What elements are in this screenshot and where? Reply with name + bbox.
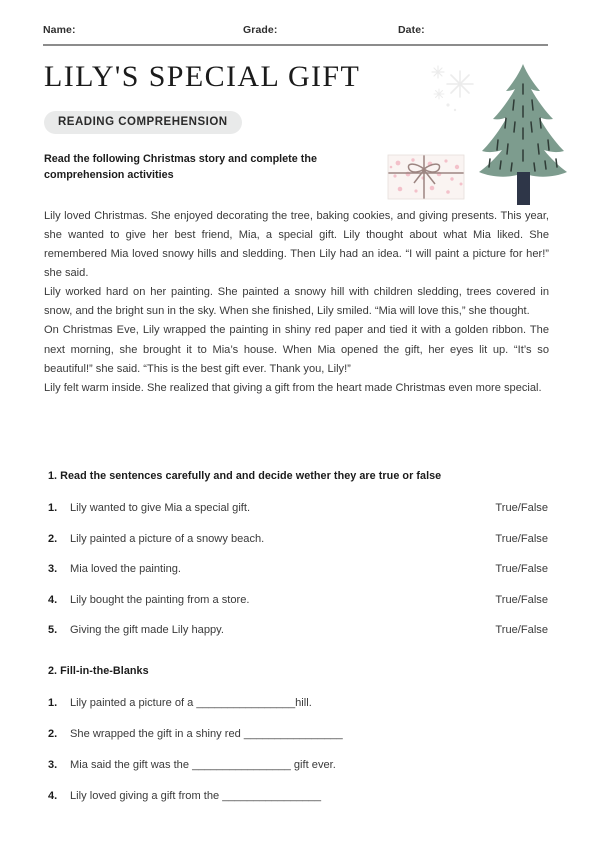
item-text: Lily wanted to give Mia a special gift. bbox=[70, 502, 251, 514]
list-item[interactable] bbox=[48, 697, 548, 709]
item-text: Mia loved the painting. bbox=[70, 563, 182, 575]
exercise-fill-blanks bbox=[48, 665, 548, 821]
item-number: 3. bbox=[48, 759, 58, 771]
exercise1-list bbox=[48, 502, 548, 636]
item-text: Lily bought the painting from a store. bbox=[70, 593, 250, 606]
list-item[interactable] bbox=[48, 790, 548, 802]
item-number: 1. bbox=[48, 502, 58, 514]
list-item[interactable] bbox=[48, 563, 548, 575]
list-item[interactable] bbox=[48, 502, 548, 514]
exercise2-list bbox=[48, 697, 548, 802]
list-item[interactable] bbox=[48, 594, 548, 606]
story-paragraph: Lily worked hard on her painting. She painted a snowy hill with children sledding, trees covered in snow, and the bright sun in the sky. When she finished, Lily smiled. “Mia will love this,” she thought. bbox=[44, 286, 549, 318]
exercise-true-false bbox=[48, 470, 548, 655]
blank-answer-field[interactable]: Mia said the gift was the ________________ gift ever. bbox=[70, 759, 336, 771]
true-false-option[interactable]: True/False bbox=[495, 624, 548, 636]
true-false-option[interactable]: True/False bbox=[495, 563, 548, 575]
item-number: 4. bbox=[48, 790, 58, 802]
true-false-option[interactable]: True/False bbox=[495, 593, 548, 606]
list-item[interactable] bbox=[48, 624, 548, 636]
exercise1-heading: 1. Read the sentences carefully and and decide wether they are true or false bbox=[48, 470, 442, 482]
item-number: 3. bbox=[48, 563, 58, 575]
date-field-label: Date: bbox=[398, 24, 425, 36]
blank-answer-field[interactable]: Lily loved giving a gift from the ________________ bbox=[70, 790, 322, 802]
subject-badge: READING COMPREHENSION bbox=[44, 111, 242, 134]
item-number: 1. bbox=[48, 697, 58, 709]
story-text bbox=[44, 207, 549, 398]
item-number: 2. bbox=[48, 532, 58, 545]
christmas-tree-icon bbox=[468, 60, 578, 205]
item-text: Giving the gift made Lily happy. bbox=[70, 624, 224, 636]
page-title: LILY'S SPECIAL GIFT bbox=[44, 60, 361, 93]
story-paragraph: Lily felt warm inside. She realized that giving a gift from the heart made Christmas even more special. bbox=[44, 381, 542, 394]
list-item[interactable] bbox=[48, 759, 548, 771]
grade-field-label: Grade: bbox=[243, 24, 278, 36]
item-text: Lily painted a picture of a snowy beach. bbox=[70, 532, 265, 545]
item-number: 5. bbox=[48, 624, 58, 636]
item-number: 2. bbox=[48, 728, 58, 740]
gift-box-icon bbox=[386, 143, 466, 201]
story-paragraph: On Christmas Eve, Lily wrapped the painting in shiny red paper and tied it with a golden ribbon. The next morning, she brought it to Mia’s house. When Mia opened the gift, her eyes lit up. “It’s so beautiful!” she said. “This is the best gift ever. Thank you, Lily!” bbox=[44, 324, 549, 375]
story-paragraph: Lily loved Christmas. She enjoyed decorating the tree, baking cookies, and giving presents. This year, she wanted to give her best friend, Mia, a special gift. Lily thought about what Mia liked. She remembered Mia loved snowy hills and sledding. Then Lily had an idea. “I will paint a picture for her!” she said. bbox=[44, 210, 549, 280]
instructions-text: Read the following Christmas story and complete the comprehension activities bbox=[44, 153, 317, 182]
item-number: 4. bbox=[48, 593, 58, 606]
blank-answer-field[interactable]: She wrapped the gift in a shiny red ________________ bbox=[70, 728, 343, 740]
blank-answer-field[interactable]: Lily painted a picture of a ________________hill. bbox=[70, 697, 312, 709]
header-fields bbox=[43, 24, 548, 36]
true-false-option[interactable]: True/False bbox=[495, 532, 548, 545]
list-item[interactable] bbox=[48, 533, 548, 545]
name-field-label: Name: bbox=[43, 24, 76, 36]
exercise2-heading: 2. Fill-in-the-Blanks bbox=[48, 665, 149, 677]
list-item[interactable] bbox=[48, 728, 548, 740]
header-divider bbox=[43, 44, 548, 46]
snowflake-icon bbox=[424, 58, 486, 116]
true-false-option[interactable]: True/False bbox=[495, 502, 548, 514]
